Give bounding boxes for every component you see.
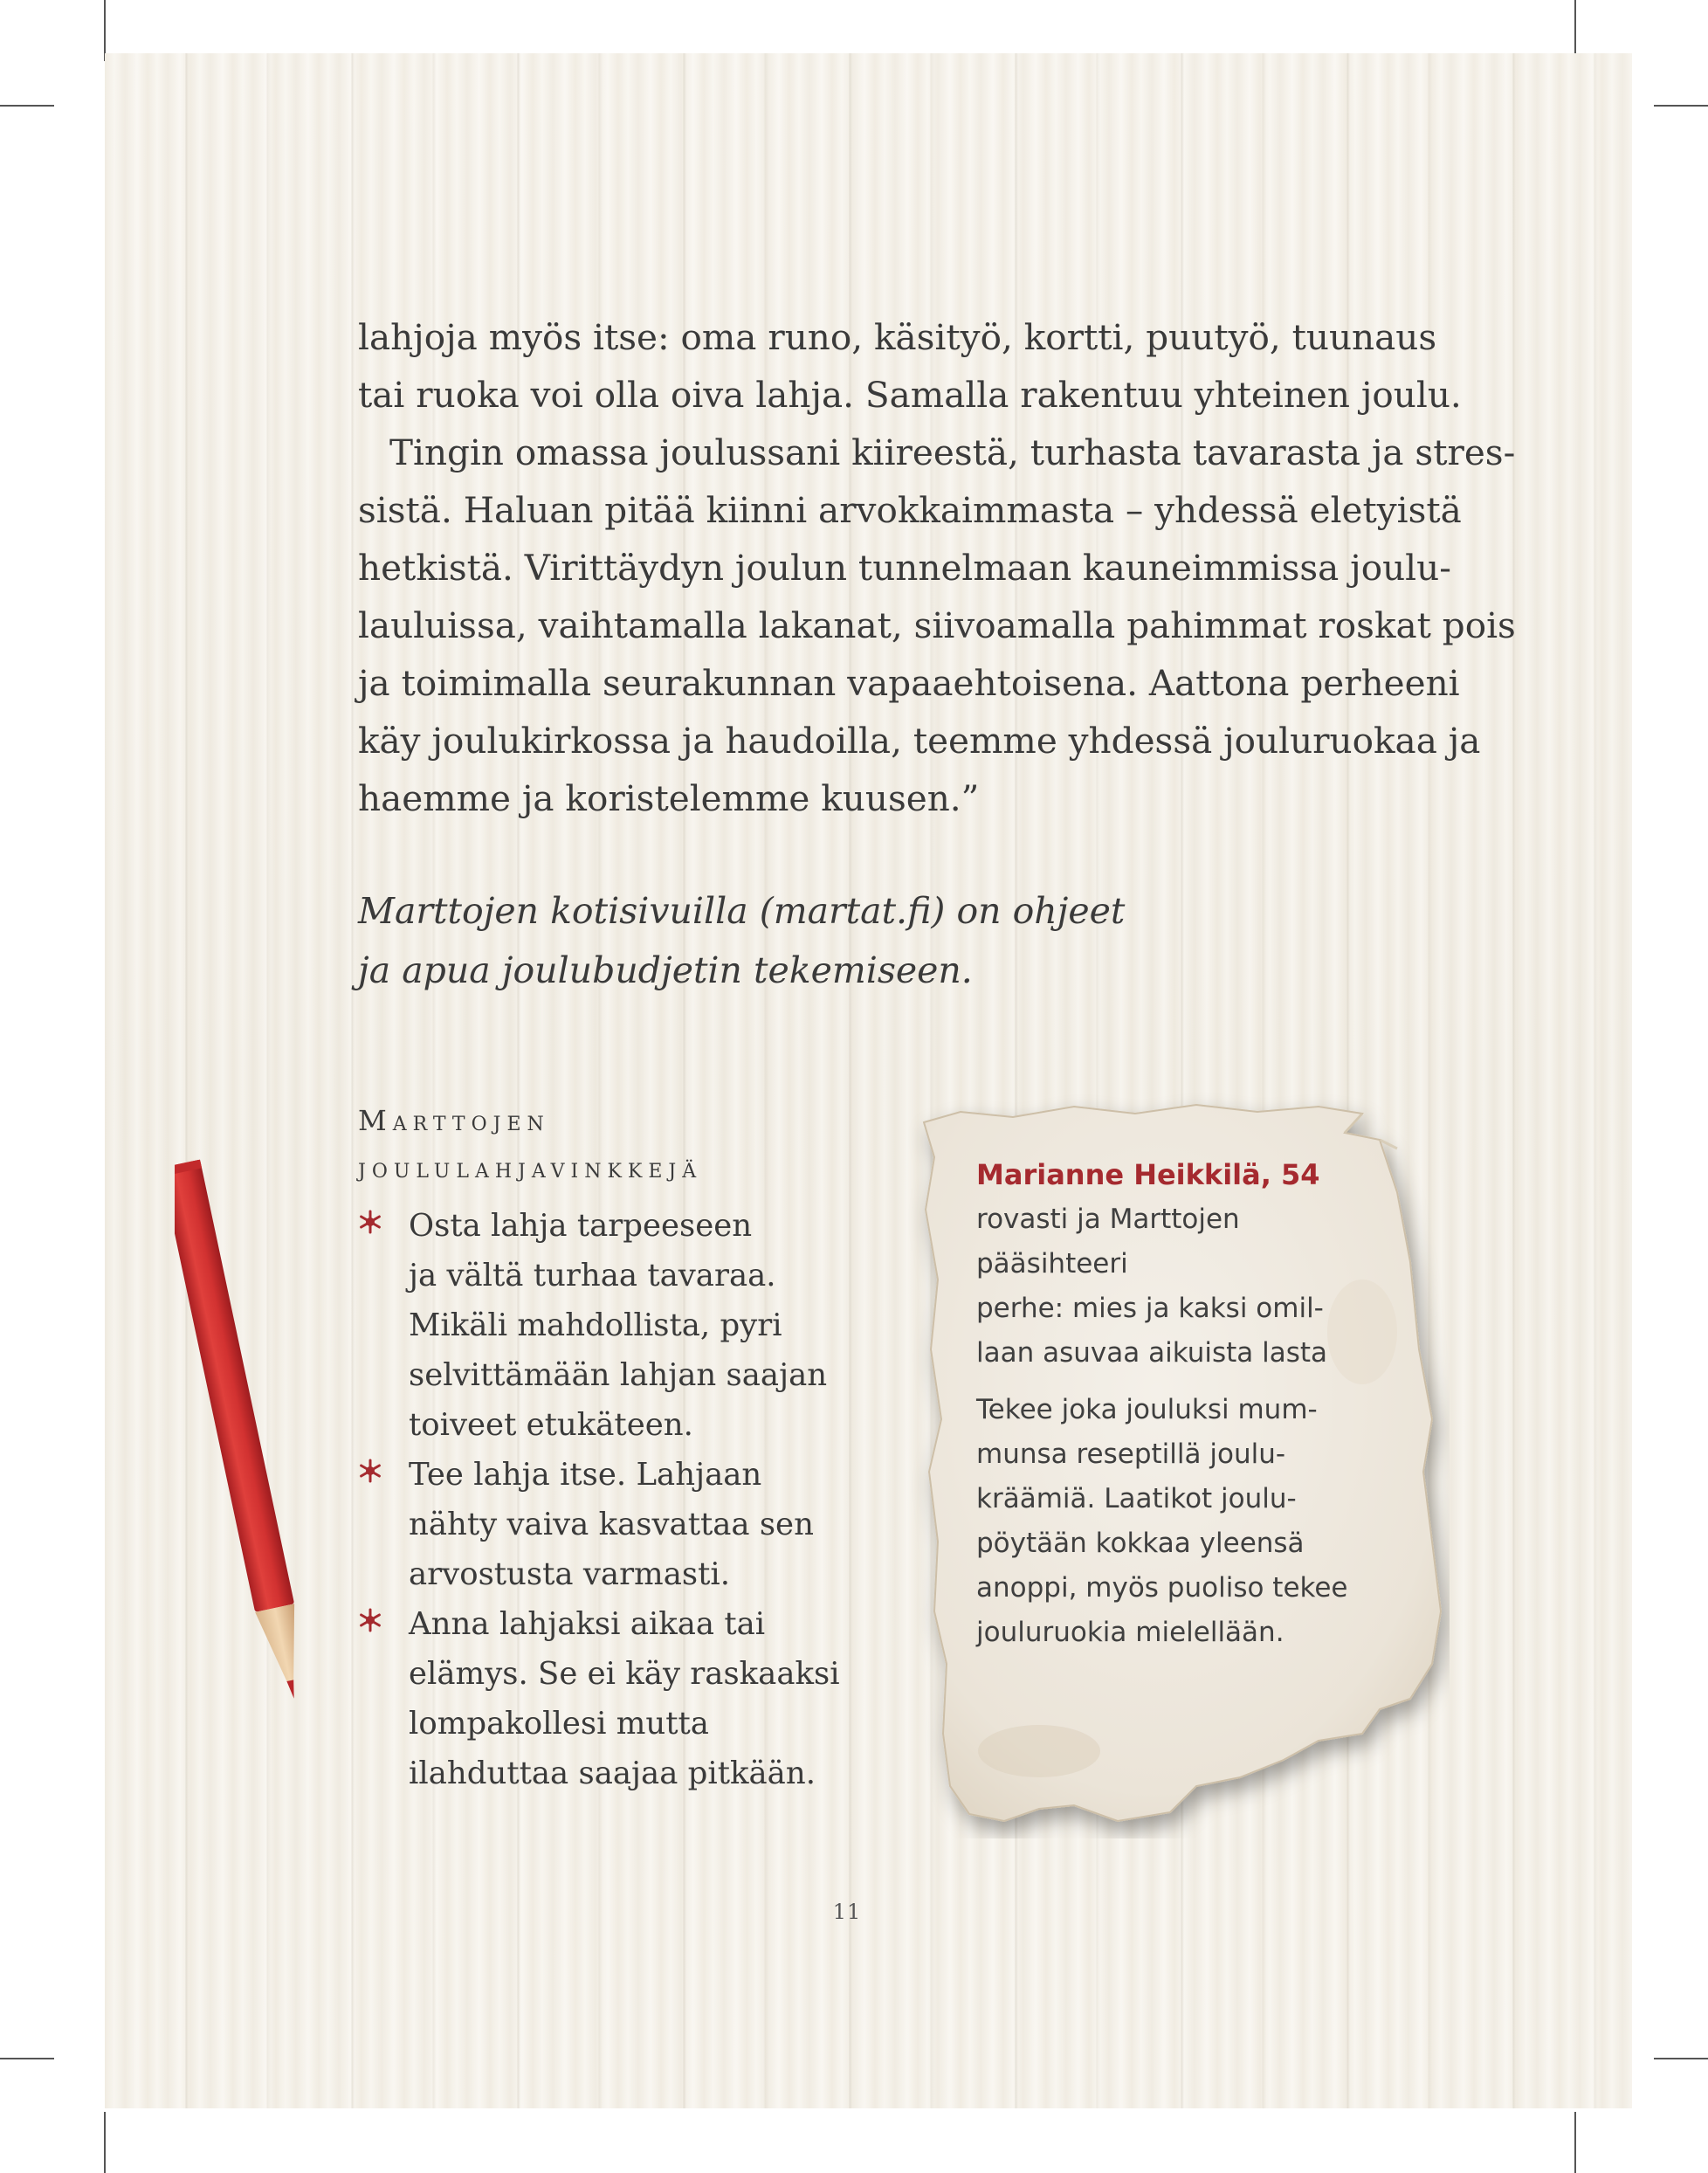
body-line: käy joulukirkossa ja haudoilla, teemme yhdessä jouluruokaa ja — [358, 720, 1481, 762]
spacer — [976, 1376, 1387, 1388]
tip-line: elämys. Se ei käy raskaaksi — [409, 1656, 840, 1692]
list-item — [358, 1599, 847, 1798]
crop-mark — [1654, 105, 1708, 107]
profile-story-line: munsa reseptillä joulu- — [976, 1438, 1286, 1470]
profile-info-line: pääsihteeri — [976, 1248, 1128, 1280]
profile-card-text — [976, 1153, 1387, 1655]
tips-heading-line: Marttojen — [358, 1104, 550, 1137]
tip-line: ja vältä turhaa tavaraa. — [409, 1258, 776, 1293]
crop-mark — [104, 0, 106, 61]
list-item — [358, 1201, 847, 1450]
profile-info-line: laan asuvaa aikuista lasta — [976, 1337, 1328, 1369]
tip-line: toiveet etukäteen. — [409, 1407, 693, 1443]
body-paragraph — [358, 308, 1516, 827]
body-line: sistä. Haluan pitää kiinni arvokkaimmasta – yhdessä eletyistä — [358, 489, 1462, 531]
tip-line: Anna lahjaksi aikaa tai — [409, 1606, 766, 1642]
crop-mark — [0, 2058, 54, 2059]
profile-story-line: jouluruokia mielellään. — [976, 1617, 1284, 1648]
page-number: 11 — [832, 1900, 862, 1924]
crop-mark — [104, 2112, 106, 2173]
tips-heading — [358, 1097, 702, 1191]
note-line: ja apua joulubudjetin tekemiseen. — [358, 949, 973, 991]
profile-info-line: rovasti ja Marttojen — [976, 1204, 1240, 1235]
crop-mark — [1654, 2058, 1708, 2059]
body-line: tai ruoka voi olla oiva lahja. Samalla rakentuu yhteinen joulu. — [358, 374, 1462, 416]
tips-list — [358, 1201, 847, 1798]
tips-heading-line: joululahjavinkkejä — [358, 1151, 703, 1184]
snowflake-icon — [358, 1608, 382, 1632]
tip-line: selvittämään lahjan saajan — [409, 1357, 828, 1393]
body-line: lauluissa, vaihtamalla lakanat, siivoamalla pahimmat roskat pois — [358, 604, 1516, 646]
crop-mark — [1574, 2112, 1576, 2173]
snowflake-icon — [358, 1459, 382, 1483]
tip-line: lompakollesi mutta — [409, 1706, 709, 1742]
body-line: hetkistä. Virittäydyn joulun tunnelmaan kauneimmissa joulu- — [358, 547, 1451, 589]
tip-line: ilahduttaa saajaa pitkään. — [409, 1756, 816, 1791]
snowflake-icon — [358, 1210, 382, 1234]
profile-story-line: anoppi, myös puoliso tekee — [976, 1572, 1348, 1604]
crop-mark — [1574, 0, 1576, 61]
body-line: ja toimimalla seurakunnan vapaaehtoisena. Aattona perheeni — [358, 662, 1460, 704]
pencil-illustration — [175, 1149, 306, 1725]
crop-mark — [0, 105, 54, 107]
tip-line: Mikäli mahdollista, pyri — [409, 1307, 782, 1343]
profile-info-line: perhe: mies ja kaksi omil- — [976, 1293, 1324, 1324]
tip-line: arvostusta varmasti. — [409, 1556, 730, 1592]
profile-story-line: kräämiä. Laatikot joulu- — [976, 1483, 1297, 1514]
tip-line: Osta lahja tarpeeseen — [409, 1208, 753, 1244]
body-line: Tingin omassa joulussani kiireestä, turhasta tavarasta ja stres- — [389, 431, 1516, 473]
profile-story-line: pöytään kokkaa yleensä — [976, 1528, 1305, 1559]
body-line: lahjoja myös itse: oma runo, käsityö, kortti, puutyö, tuunaus — [358, 316, 1437, 358]
profile-name: Marianne Heikkilä, 54 — [976, 1158, 1320, 1191]
profile-story-line: Tekee joka jouluksi mum- — [976, 1394, 1318, 1425]
tip-line: nähty vaiva kasvattaa sen — [409, 1507, 814, 1542]
body-line: haemme ja koristelemme kuusen.” — [358, 777, 980, 819]
list-item — [358, 1450, 847, 1599]
note-line: Marttojen kotisivuilla (martat.fi) on ohjeet — [358, 890, 1126, 932]
tip-line: Tee lahja itse. Lahjaan — [409, 1457, 762, 1493]
budget-note — [358, 881, 1144, 1000]
